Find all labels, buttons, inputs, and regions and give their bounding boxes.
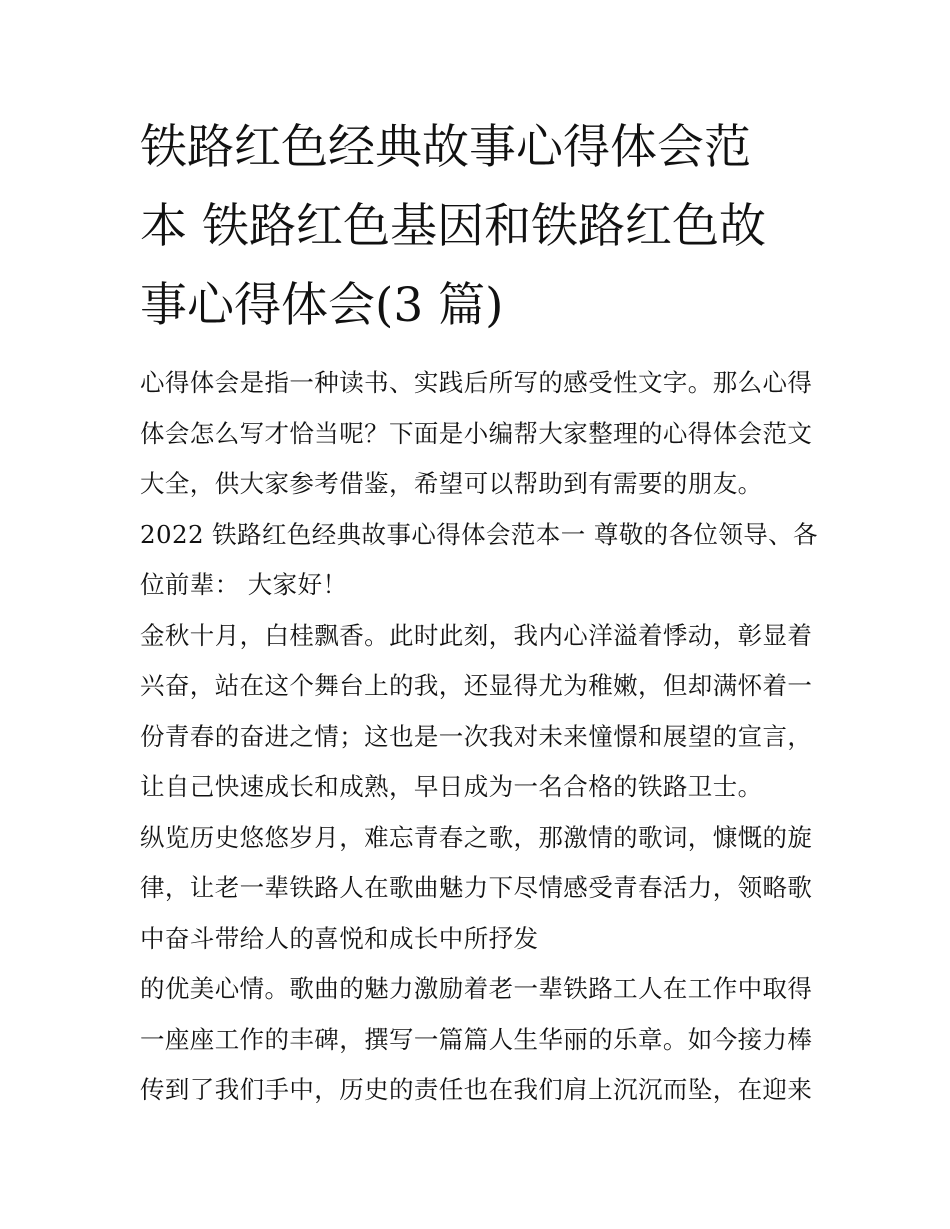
text-line: 一座座工作的丰碑，撰写一篇篇人生华丽的乐章。如今接力棒: [140, 1024, 813, 1054]
text-line: 纵览历史悠悠岁月，难忘青春之歌，那激情的歌词，慷慨的旋: [140, 822, 813, 852]
paragraph-song: [140, 964, 820, 1116]
text-line: 传到了我们手中，历史的责任也在我们肩上沉沉而坠，在迎来: [140, 1075, 813, 1104]
paragraph-autumn: [140, 611, 820, 813]
text-line: 的优美心情。歌曲的魅力激励着老一辈铁路工人在工作中取得: [140, 974, 813, 1003]
text-line: 让自己快速成长和成熟，早日成为一名合格的铁路卫士。: [140, 772, 763, 801]
title-line: 本 铁路红色基因和铁路红色故: [140, 199, 766, 254]
text-line: 体会怎么写才恰当呢？下面是小编帮大家整理的心得体会范文: [140, 418, 813, 448]
text-line: 兴奋，站在这个舞台上的我，还显得尤为稚嫩，但却满怀着一: [140, 671, 813, 700]
document-title: [140, 108, 820, 345]
paragraph-greeting: [140, 510, 820, 611]
text-line: 中奋斗带给人的喜悦和成长中所抒发: [140, 923, 539, 953]
text-line: 金秋十月，白桂飘香。此时此刻，我内心洋溢着悸动，彰显着: [140, 620, 813, 650]
title-line: 铁路红色经典故事心得体会范: [140, 120, 751, 175]
document-page: [140, 108, 820, 1116]
text-line: 大全，供大家参考借鉴，希望可以帮助到有需要的朋友。: [140, 469, 763, 498]
text-line: 2022 铁路红色经典故事心得体会范本一 尊敬的各位领导、各: [140, 519, 818, 549]
paragraph-intro: [140, 358, 820, 510]
text-line: 位前辈： 大家好！: [140, 570, 348, 599]
paragraph-history: [140, 813, 820, 965]
text-line: 份青春的奋进之情；这也是一次我对未来憧憬和展望的宣言，: [140, 721, 813, 751]
text-line: 律，让老一辈铁路人在歌曲魅力下尽情感受青春活力，领略歌: [140, 873, 813, 902]
title-line: 事心得体会(3 篇): [140, 278, 504, 333]
text-line: 心得体会是指一种读书、实践后所写的感受性文字。那么心得: [140, 368, 813, 397]
